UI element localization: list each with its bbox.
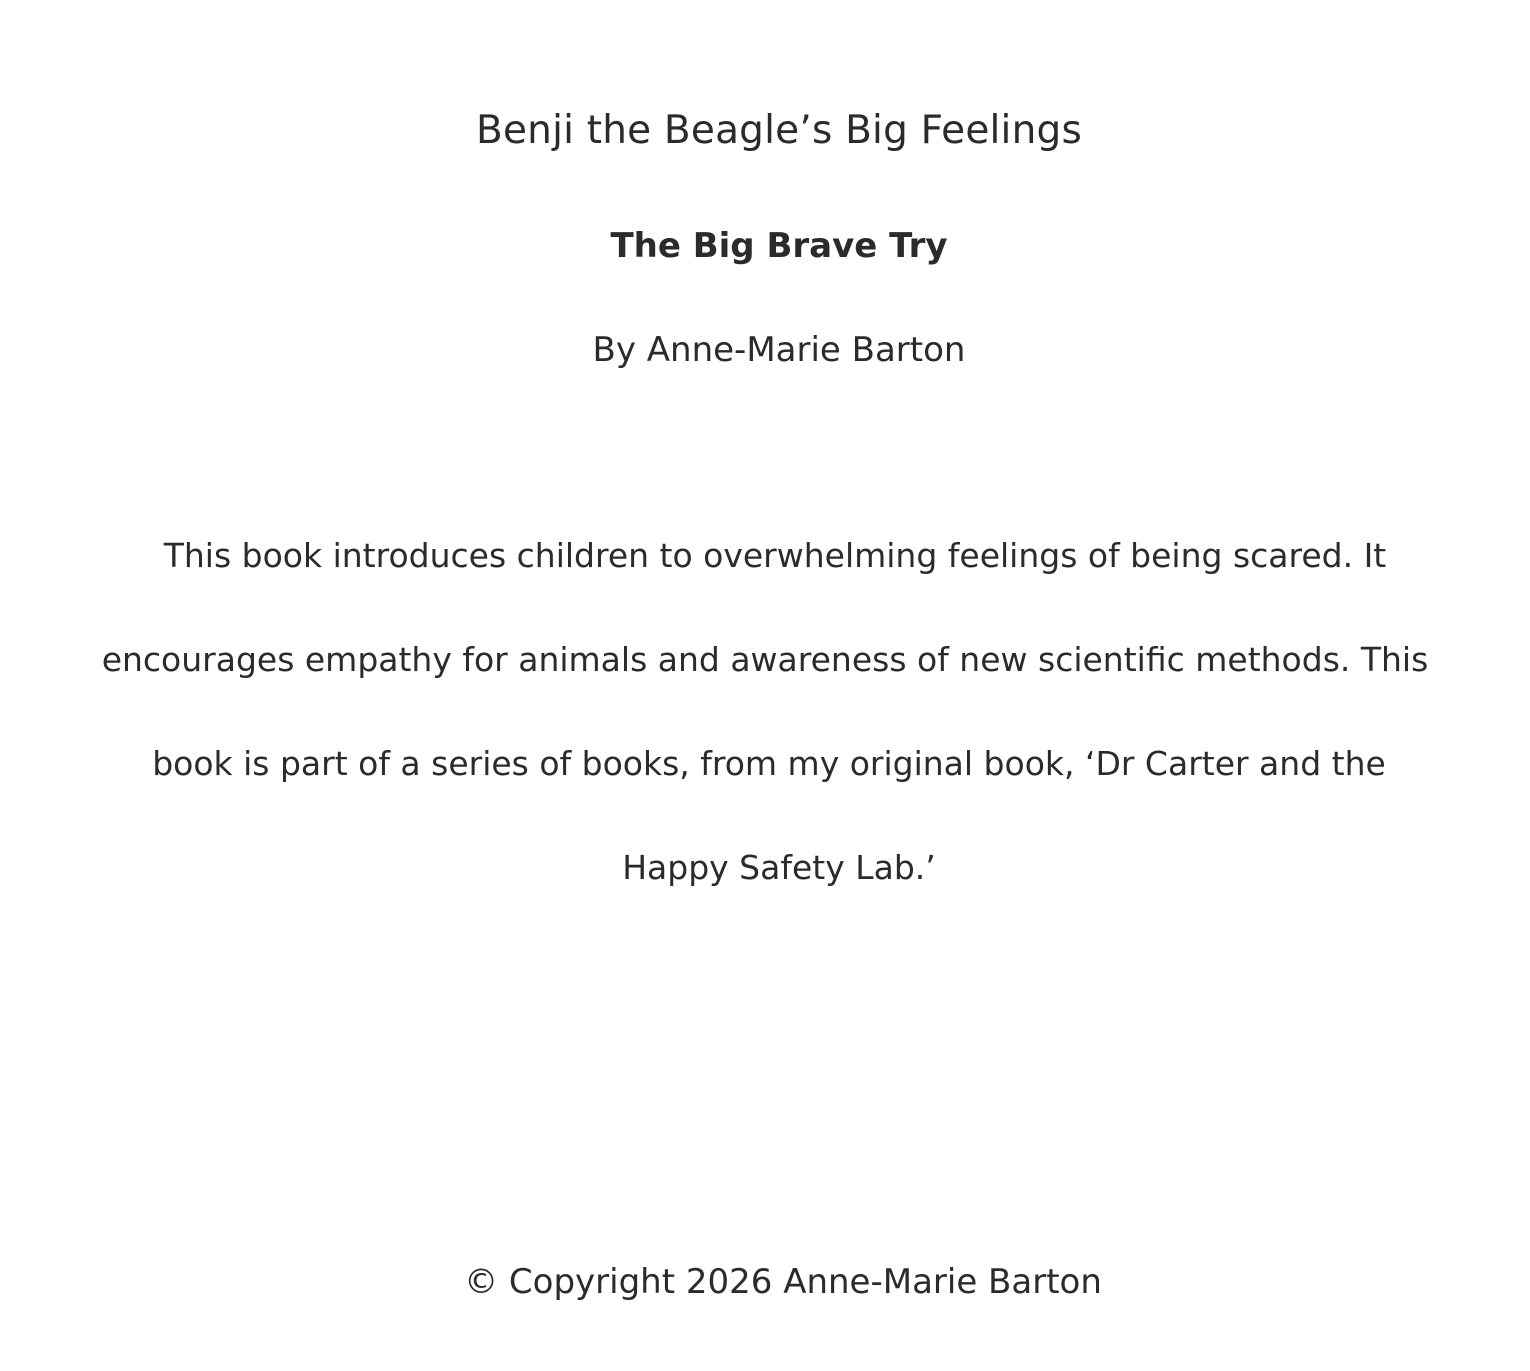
book-title: Benji the Beagle’s Big Feelings: [476, 108, 1082, 153]
author-line: By Anne-Marie Barton: [592, 330, 966, 370]
description-line: book is part of a series of books, from my original book, ‘Dr Carter and the: [152, 744, 1386, 783]
copyright-notice: © Copyright 2026 Anne-Marie Barton: [464, 1262, 1102, 1302]
description-line: encourages empathy for animals and awareness of new scientific methods. This: [101, 640, 1429, 679]
book-subtitle: The Big Brave Try: [610, 226, 948, 266]
description-line: This book introduces children to overwhelming feelings of being scared. It: [163, 536, 1387, 575]
description-line: Happy Safety Lab.’: [622, 848, 936, 887]
